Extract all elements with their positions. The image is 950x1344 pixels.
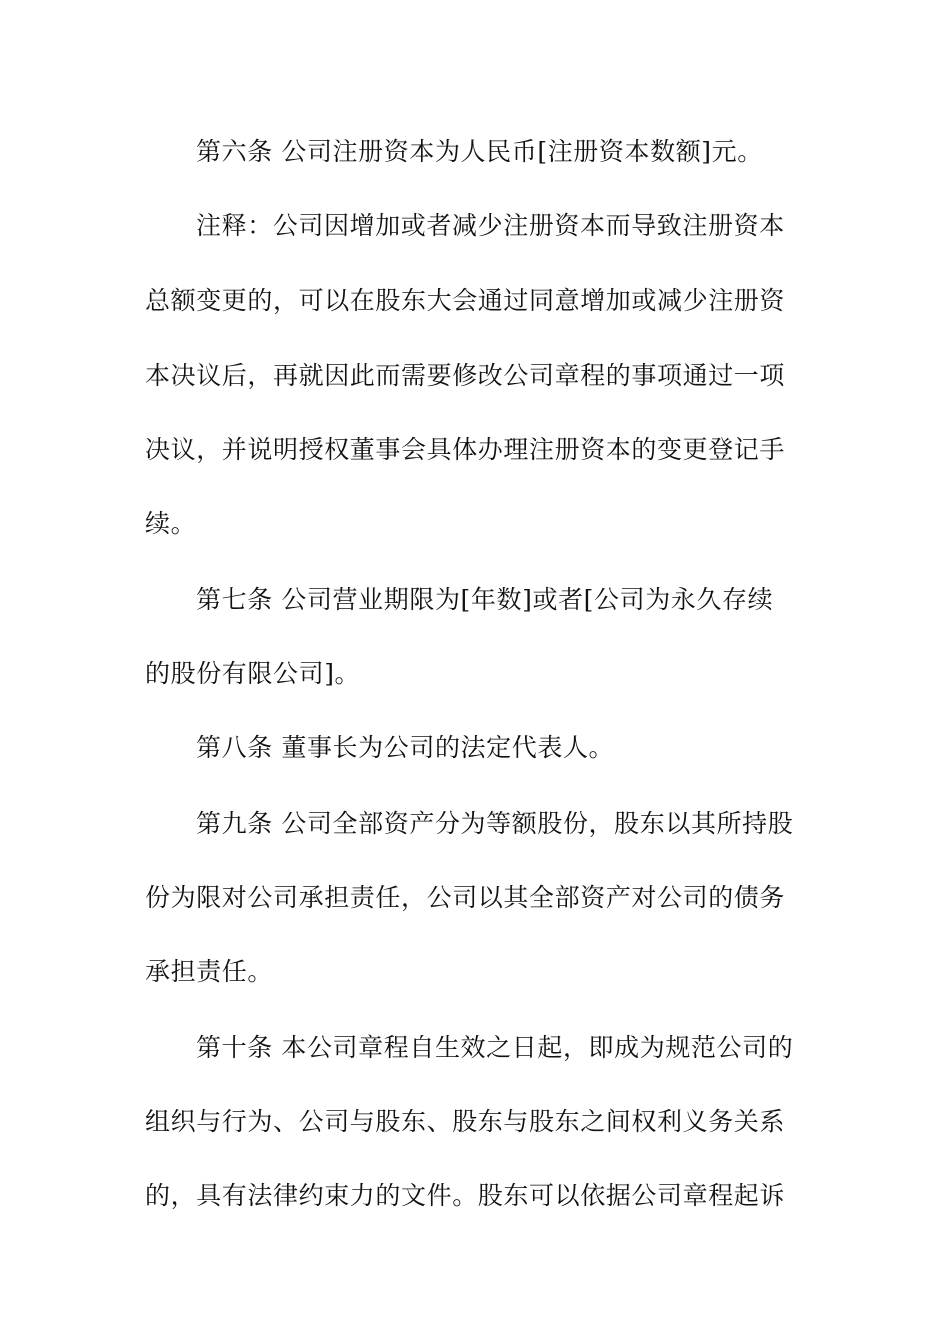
article-10-line-1: 第十条 本公司章程自生效之日起，即成为规范公司的 (196, 1033, 794, 1062)
note-line-2: 总额变更的，可以在股东大会通过同意增加或减少注册资 (145, 286, 786, 315)
article-10-line-2: 组织与行为、公司与股东、股东与股东之间权利义务关系 (145, 1107, 786, 1136)
article-9-line-1: 第九条 公司全部资产分为等额股份，股东以其所持股 (196, 809, 794, 838)
article-9-line-3: 承担责任。 (145, 957, 274, 986)
article-7-line-1: 第七条 公司营业期限为[年数]或者[公司为永久存续 (196, 585, 774, 614)
note-line-5: 续。 (145, 509, 197, 538)
article-6-line-1: 第六条 公司注册资本为人民币[注册资本数额]元。 (196, 137, 763, 166)
article-7-line-2: 的股份有限公司]。 (145, 659, 361, 688)
note-line-1: 注释：公司因增加或者减少注册资本而导致注册资本 (196, 211, 785, 240)
article-8-line-1: 第八条 董事长为公司的法定代表人。 (196, 733, 615, 762)
article-9-line-2: 份为限对公司承担责任，公司以其全部资产对公司的债务 (145, 883, 786, 912)
article-10-line-3: 的，具有法律约束力的文件。股东可以依据公司章程起诉 (145, 1181, 786, 1210)
note-line-3: 本决议后，再就因此而需要修改公司章程的事项通过一项 (145, 361, 786, 390)
note-line-4: 决议，并说明授权董事会具体办理注册资本的变更登记手 (145, 435, 786, 464)
